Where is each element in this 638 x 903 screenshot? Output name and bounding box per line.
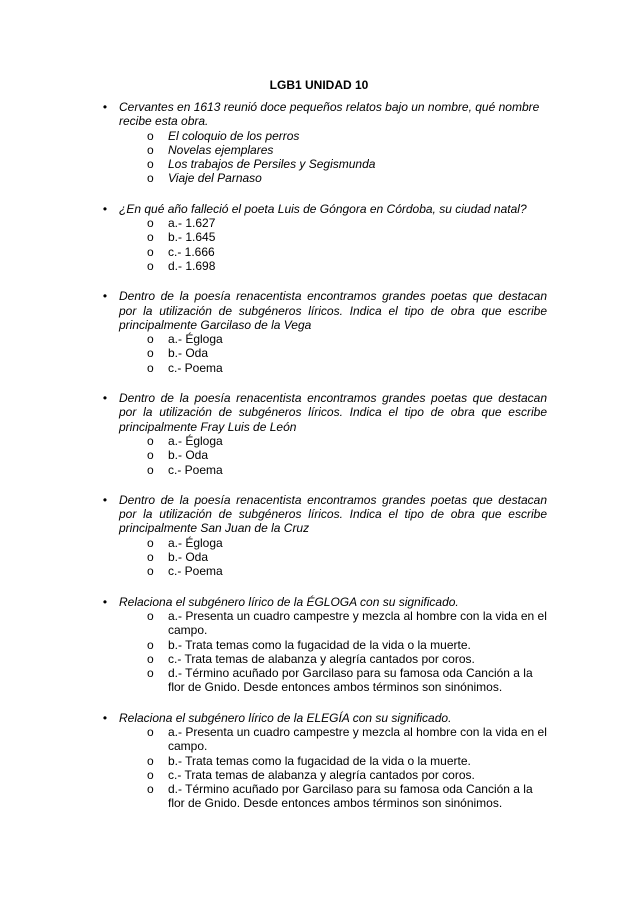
question-bullet: • xyxy=(102,391,108,406)
option-bullet: o xyxy=(147,462,154,477)
option-text: c.- Poema xyxy=(168,462,223,477)
option-list xyxy=(119,725,547,811)
option-item xyxy=(119,157,547,171)
question-bullet: • xyxy=(102,289,108,304)
question-text: Dentro de la poesía renacentista encontramos grandes poetas que destacan por la utilización de subgéneros líricos. Indica el tipo de obra que escribe principalmente San Juan de la Cruz xyxy=(119,492,547,536)
question-item xyxy=(0,391,638,477)
option-bullet: o xyxy=(147,637,154,652)
option-bullet: o xyxy=(147,360,154,375)
option-item xyxy=(119,361,547,375)
question-bullet: • xyxy=(102,710,108,725)
option-text: El coloquio de los perros xyxy=(168,128,300,143)
option-item xyxy=(119,754,547,768)
option-bullet: o xyxy=(147,346,154,361)
option-item xyxy=(119,216,547,230)
option-bullet: o xyxy=(147,724,154,739)
option-text: Los trabajos de Persiles y Segismunda xyxy=(168,157,376,172)
option-text: b.- Oda xyxy=(168,346,209,361)
option-text: c.- Poema xyxy=(168,360,223,375)
question-item xyxy=(0,100,638,186)
option-bullet: o xyxy=(147,535,154,550)
option-bullet: o xyxy=(147,782,154,797)
option-item xyxy=(119,782,547,811)
option-text: b.- 1.645 xyxy=(168,230,216,245)
option-text: a.- 1.627 xyxy=(168,216,216,231)
option-bullet: o xyxy=(147,128,154,143)
option-bullet: o xyxy=(147,230,154,245)
option-bullet: o xyxy=(147,448,154,463)
option-item xyxy=(119,638,547,652)
question-text: Relaciona el subgénero lírico de la ELEGÍA con su significado. xyxy=(119,710,452,725)
option-list xyxy=(119,129,547,186)
option-item xyxy=(119,463,547,477)
option-text: a.- Presenta un cuadro campestre y mezcla al hombre con la vida en el campo. xyxy=(168,608,547,638)
option-item xyxy=(119,143,547,157)
option-item xyxy=(119,725,547,754)
option-text: a.- Égloga xyxy=(168,433,223,448)
option-list xyxy=(119,536,547,579)
option-bullet: o xyxy=(147,332,154,347)
option-list xyxy=(119,216,547,273)
option-text: Novelas ejemplares xyxy=(168,142,274,157)
option-bullet: o xyxy=(147,142,154,157)
option-bullet: o xyxy=(147,244,154,259)
option-text: Viaje del Parnaso xyxy=(168,171,262,186)
option-item xyxy=(119,768,547,782)
option-item xyxy=(119,448,547,462)
question-text: Dentro de la poesía renacentista encontramos grandes poetas que destacan por la utilización de subgéneros líricos. Indica el tipo de obra que escribe principalmente Garcilaso de la Vega xyxy=(119,289,547,332)
option-item xyxy=(119,171,547,185)
question-item xyxy=(0,202,638,273)
document-title: LGB1 UNIDAD 10 xyxy=(269,78,369,92)
option-text: c.- Poema xyxy=(168,564,223,579)
option-item xyxy=(119,666,547,695)
question-text: Relaciona el subgénero lírico de la ÉGLOGA con su significado. xyxy=(119,594,459,609)
option-item xyxy=(119,652,547,666)
option-item xyxy=(119,245,547,259)
option-text: c.- Trata temas de alabanza y alegría cantados por coros. xyxy=(168,651,475,666)
option-text: b.- Trata temas como la fugacidad de la vida o la muerte. xyxy=(168,637,471,652)
option-item xyxy=(119,609,547,638)
option-item xyxy=(119,564,547,578)
question-item xyxy=(0,289,638,375)
option-bullet: o xyxy=(147,550,154,565)
option-item xyxy=(119,129,547,143)
option-bullet: o xyxy=(147,753,154,768)
option-text: a.- Presenta un cuadro campestre y mezcla al hombre con la vida en el campo. xyxy=(168,724,547,754)
option-item xyxy=(119,550,547,564)
question-list xyxy=(0,100,638,827)
question-text: Dentro de la poesía renacentista encontramos grandes poetas que destacan por la utilización de subgéneros líricos. Indica el tipo de obra que escribe principalmente Fray Luis de León xyxy=(119,391,547,434)
question-bullet: • xyxy=(102,594,108,609)
option-bullet: o xyxy=(147,216,154,231)
option-item xyxy=(119,434,547,448)
option-item xyxy=(119,346,547,360)
question-bullet: • xyxy=(102,492,108,507)
option-text: b.- Oda xyxy=(168,448,209,463)
option-list xyxy=(119,434,547,477)
option-bullet: o xyxy=(147,767,154,782)
option-item xyxy=(119,536,547,550)
option-text: d.- Término acuñado por Garcilaso para su famosa oda Canción a la flor de Gnido. Desde entonces ambos términos son sinónimos. xyxy=(168,782,533,811)
option-text: d.- Término acuñado por Garcilaso para su famosa oda Canción a la flor de Gnido. Desde entonces ambos términos son sinónimos. xyxy=(168,666,533,695)
option-item xyxy=(119,230,547,244)
option-item xyxy=(119,259,547,273)
option-bullet: o xyxy=(147,564,154,579)
option-bullet: o xyxy=(147,258,154,273)
option-list xyxy=(119,332,547,375)
option-bullet: o xyxy=(147,651,154,666)
option-list xyxy=(119,609,547,695)
question-item xyxy=(0,493,638,579)
question-bullet: • xyxy=(102,100,108,114)
option-text: b.- Oda xyxy=(168,550,209,565)
option-bullet: o xyxy=(147,157,154,172)
option-bullet: o xyxy=(147,171,154,186)
option-text: a.- Égloga xyxy=(168,535,223,550)
question-item xyxy=(0,595,638,695)
option-bullet: o xyxy=(147,433,154,448)
option-bullet: o xyxy=(147,666,154,681)
option-bullet: o xyxy=(147,608,154,623)
question-bullet: • xyxy=(102,201,108,216)
question-text: ¿En qué año falleció el poeta Luis de Góngora en Córdoba, su ciudad natal? xyxy=(119,201,527,216)
option-text: b.- Trata temas como la fugacidad de la vida o la muerte. xyxy=(168,753,471,768)
option-item xyxy=(119,332,547,346)
option-text: c.- 1.666 xyxy=(168,244,215,259)
option-text: a.- Égloga xyxy=(168,332,223,347)
question-text: Cervantes en 1613 reunió doce pequeños relatos bajo un nombre, qué nombre recibe esta obra. xyxy=(119,100,540,129)
option-text: d.- 1.698 xyxy=(168,258,216,273)
question-item xyxy=(0,711,638,811)
option-text: c.- Trata temas de alabanza y alegría cantados por coros. xyxy=(168,767,475,782)
